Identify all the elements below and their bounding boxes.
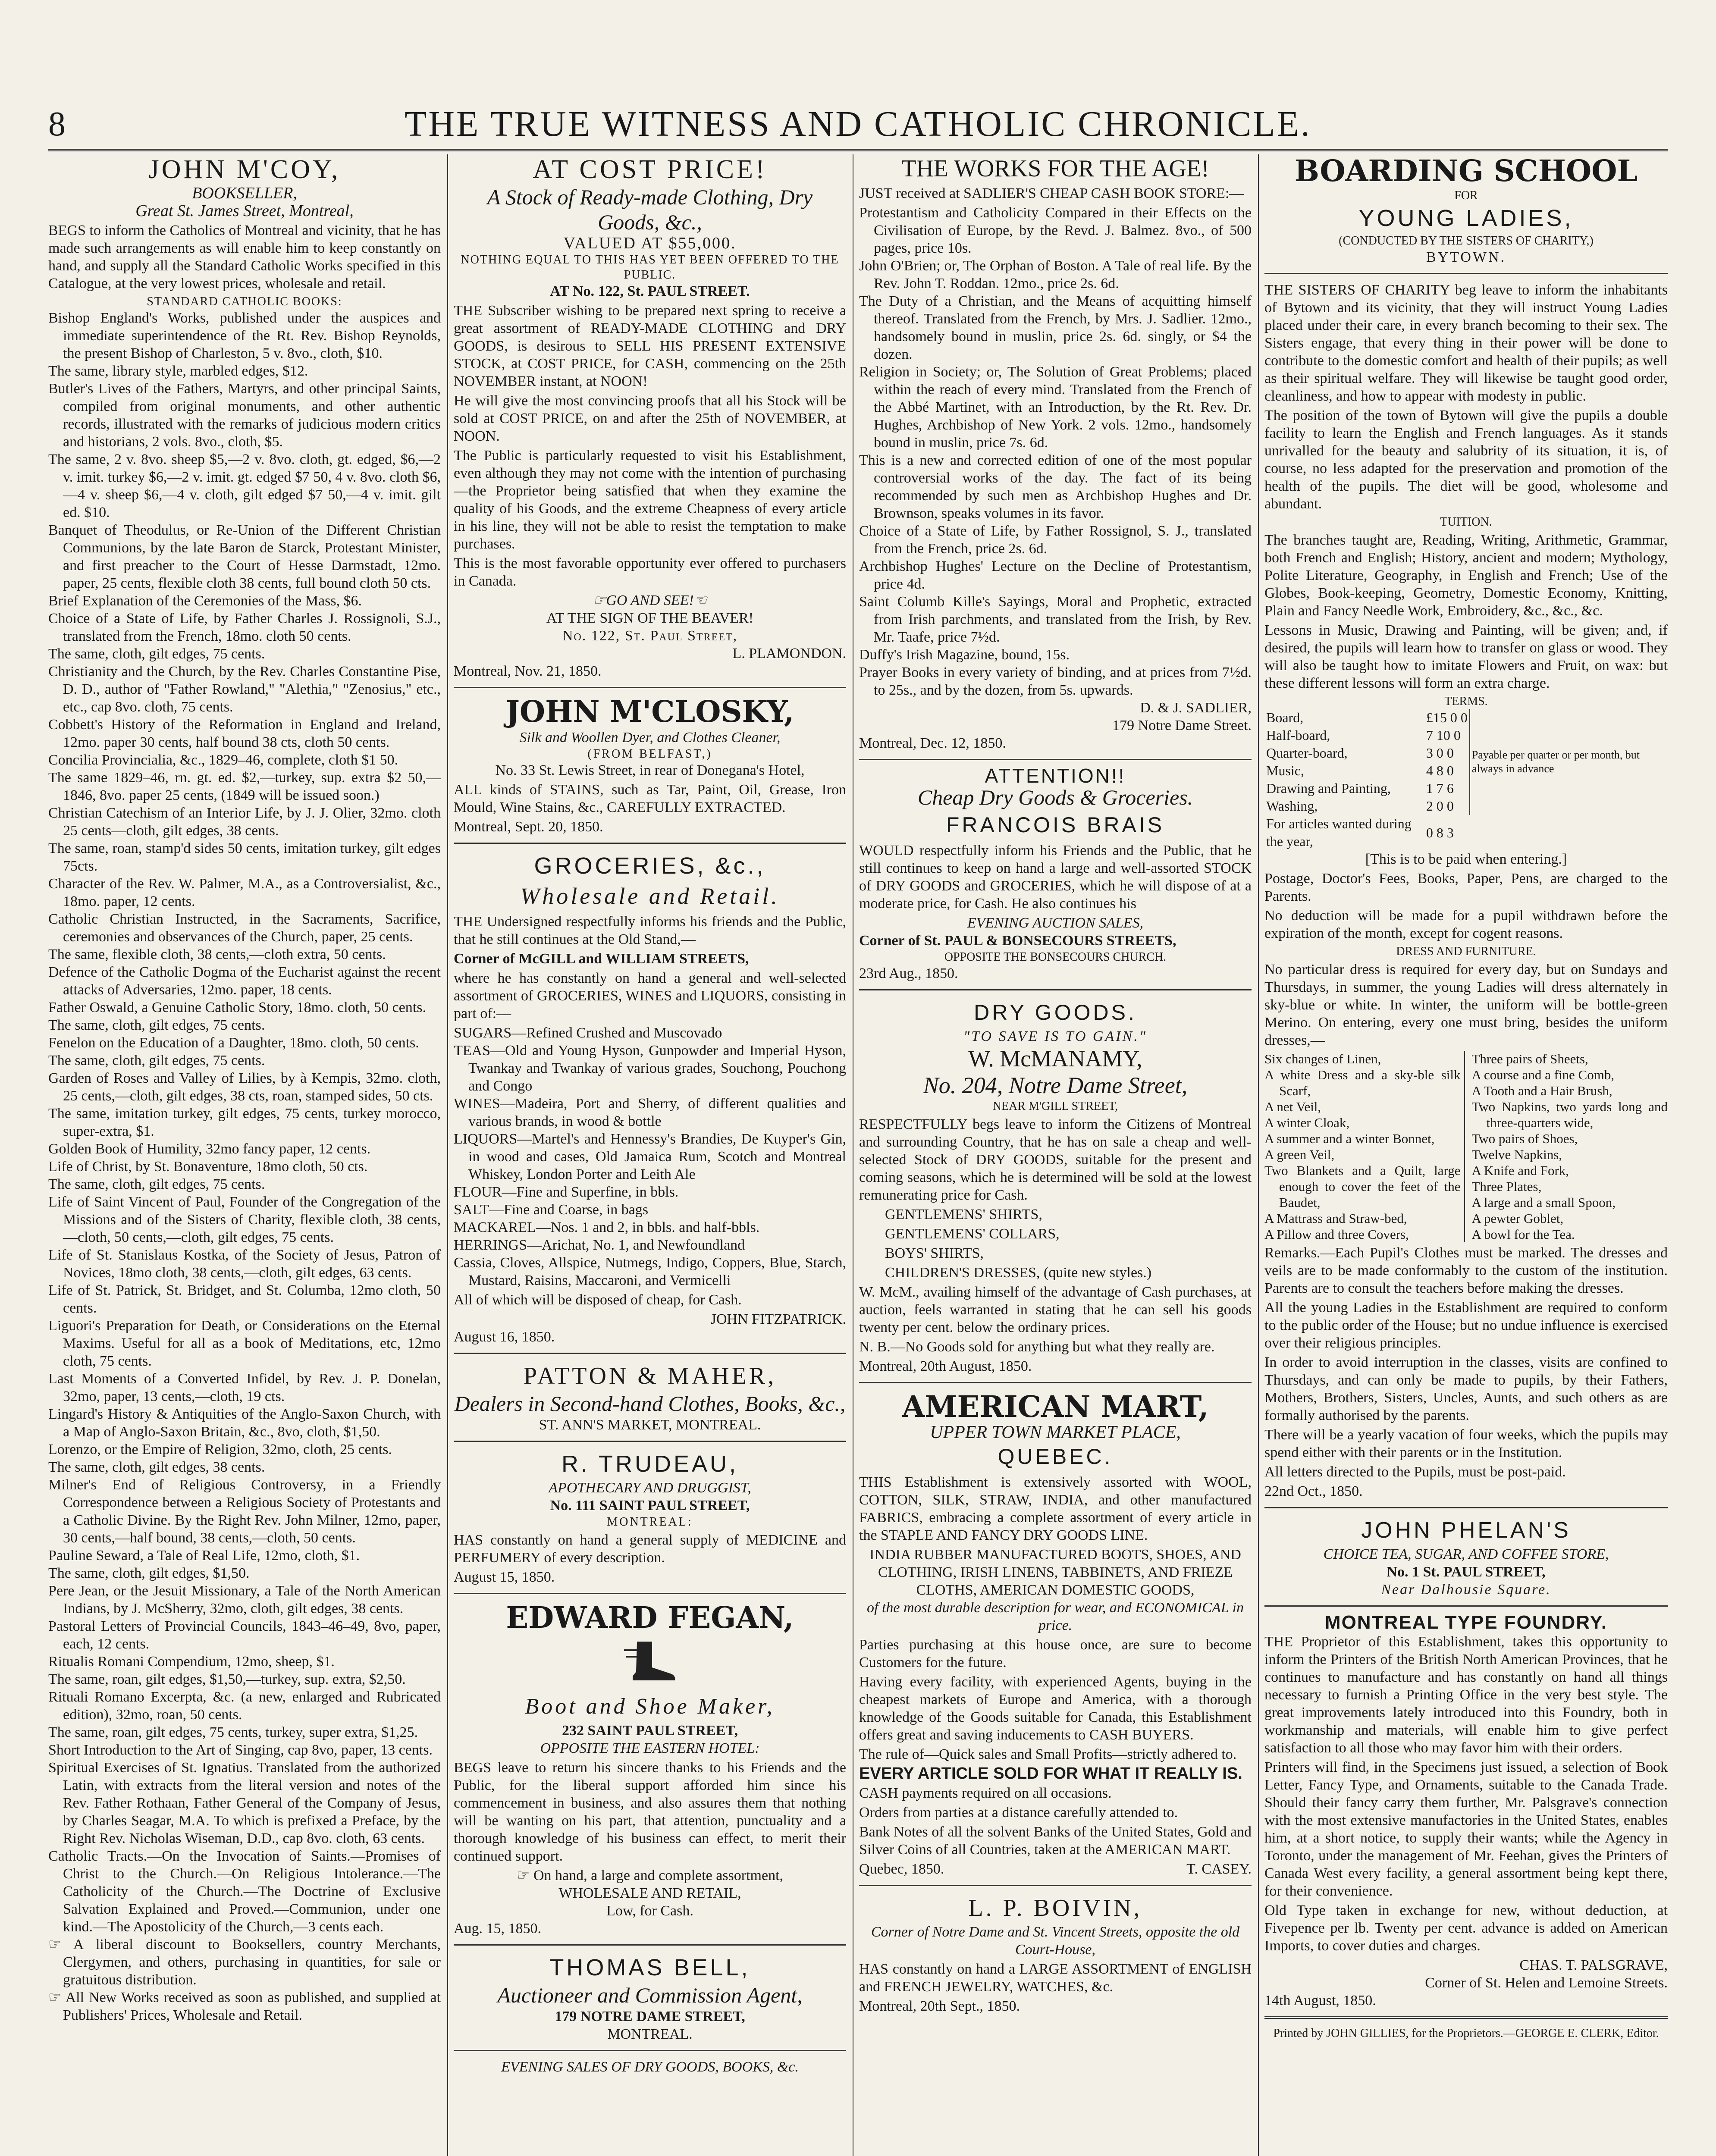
ad-note: [This is to be paid when entering.] [1365, 851, 1567, 867]
ad-address: 179 Notre Dame Street. [1112, 718, 1252, 733]
list-item: The same, cloth, gilt edges, 75 cents. [48, 1017, 265, 1033]
ad-subtitle: APOTHECARY AND DRUGGIST, [549, 1480, 751, 1496]
divider [859, 989, 1252, 990]
list-item: TEAS—Old and Young Hyson, Gunpowder and Imperial Hyson, Twankay and Twankay of various grades, Souchong, Pouchong and Congo [454, 1043, 846, 1094]
ad-date: Quebec, 1850. [859, 1861, 944, 1877]
list-item: Saint Columb Kille's Sayings, Moral and Prophetic, extracted from Irish parchments, and translated from the Irish, by Rev. Mr. Taafe, price 7½d. [859, 594, 1252, 645]
column-rule [1258, 154, 1259, 2156]
ad-intro: JUST received at SADLIER'S CHEAP CASH BOOK STORE:— [859, 185, 1244, 201]
ad-address: 232 SAINT PAUL STREET, [562, 1723, 738, 1739]
list-item: Spiritual Exercises of St. Ignatius. Translated from the authorized Latin, with extracts from the literal version and notes of the Rev. Father Rothaan, Father General of the Company of Jesus, by Charles Seagar, M.A. To which is prefixed a Preface, by the Right Rev. Nicholas Wiseman, D.D., cap 8vo. cloth, 63 cents. [48, 1760, 441, 1846]
ad-date: Montreal, Dec. 12, 1850. [859, 735, 1006, 751]
ad-title: THOMAS BELL, [549, 1955, 750, 1981]
ad-intro: BEGS to inform the Catholics of Montreal and vicinity, that he has made such arrangements as will enable him to keep constantly on hand, and supply all the Standard Catholic Works specified in this Catalogue, at the very lowest prices, wholesale and retail. [48, 222, 441, 291]
ad-valued: VALUED AT $55,000. [563, 234, 737, 252]
ad-text: WOULD respectfully inform his Friends and the Public, that he still continues to keep on hand a large and well-assorted STOCK of DRY GOODS and GROCERIES, which he will dispose of at a moderate price, for Cash. He also continues his [859, 843, 1252, 912]
ad-date: 22nd Oct., 1850. [1264, 1483, 1363, 1499]
ad-title: AT COST PRICE! [533, 155, 767, 184]
ad-subtitle: YOUNG LADIES, [1358, 205, 1574, 231]
list-item: A Mattrass and Straw-bed, [1264, 1211, 1407, 1226]
ad-address: No. 33 St. Lewis Street, in rear of Donegana's Hotel, [495, 762, 805, 778]
list-item: Two pairs of Shoes, [1471, 1131, 1578, 1146]
list-item: Duffy's Irish Magazine, bound, 15s. [859, 647, 1070, 663]
list-item: Three Plates, [1471, 1179, 1542, 1194]
list-item: Protestantism and Catholicity Compared in their Effects on the Civilisation of Europe, by the Revd. J. Balmez. 8vo., of 500 pages, price 10s. [859, 205, 1252, 256]
list-item: John O'Brien; or, The Orphan of Boston. A Tale of real life. By the Rev. John T. Roddan. 12mo., price 2s. 6d. [859, 258, 1252, 291]
terms-price: 0 8 3 [1426, 824, 1454, 840]
list-item: Twelve Napkins, [1471, 1147, 1562, 1162]
ad-text: HAS constantly on hand a general supply of MEDICINE and PERFUMERY of every description. [454, 1532, 846, 1566]
list-item: Choice of a State of Life, by Father Rossignol, S. J., translated from the French, price 2s. 6d. [859, 523, 1252, 557]
ad-text: In order to avoid interruption in the classes, visits are confined to Thursdays, and can only be made to pupils, by their Fathers, Mothers, Brothers, Sisters, Uncles, Aunts, and such others as are formally authorised by the parents. [1264, 1354, 1668, 1423]
list-item: Prayer Books in every variety of binding, and at prices from 7½d. to 25s., and by the dozen, from 5s. upwards. [859, 664, 1252, 698]
ad-signature: JOHN FITZPATRICK. [710, 1311, 846, 1327]
terms-table [1264, 709, 1668, 850]
list-item: A net Veil, [1264, 1099, 1321, 1114]
ad-near: NEAR M'GILL STREET, [992, 1100, 1118, 1113]
list-item: Character of the Rev. W. Palmer, M.A., as a Controversialist, &c., 18mo. paper, 12 cents. [48, 876, 441, 909]
boot-icon [620, 1637, 680, 1689]
divider [454, 1944, 846, 1946]
ad-date: Montreal, Nov. 21, 1850. [454, 663, 602, 679]
ad-subtitle: Auctioneer and Commission Agent, [497, 1983, 803, 2007]
list-item: Life of Saint Vincent of Paul, Founder of the Congregation of the Missions and of the Sisters of Charity, flexible cloth, 38 cents,—cloth, 50 cents,—cloth, gilt edges, 75 cents. [48, 1194, 441, 1245]
ad-text: CASH payments required on all occasions. [859, 1785, 1112, 1801]
ad-from: (FROM BELFAST,) [587, 747, 712, 761]
list-item: Golden Book of Humility, 32mo fancy paper, 12 cents. [48, 1141, 371, 1157]
list-item: Pere Jean, or the Jesuit Missionary, a Tale of the North American Indians, by J. McSherry, 32mo, cloth, gilt edges, 38 cents. [48, 1583, 441, 1617]
ad-text: The position of the town of Bytown will give the pupils a double facility to learn the English and French languages. As it stands unrivalled for the beauty and salubrity of its situation, it is, of course, no less adapted for the preservation and promotion of the health of the pupils. The diet will be good, wholesome and abundant. [1264, 407, 1668, 512]
dress-list [1264, 1051, 1668, 1242]
ad-city: MONTREAL: [607, 1515, 693, 1529]
ad-text: THE Subscriber wishing to be prepared next spring to receive a great assortment of READY-MADE CLOTHING and DRY GOODS, is desirous to SELL HIS PRESENT EXTENSIVE STOCK, at COST PRICE, for CASH, commencing on the 25th NOVEMBER instant, at NOON! [454, 303, 846, 389]
ad-title: JOHN M'CLOSKY, [505, 695, 794, 729]
ad-text: THE SISTERS OF CHARITY beg leave to inform the inhabitants of Bytown and its vicinity, that they will instruct Young Ladies placed under their care, in every branch becoming to their sex. The Sisters engage, that every thing in their power will be done to contribute to the domestic comfort and health of their pupils; as well as their spiritual welfare. They will likewise be taught good order, cleanliness, and how to appear with modesty in public. [1264, 282, 1668, 404]
ad-subtitle: Silk and Woollen Dyer, and Clothes Cleaner, [519, 730, 781, 746]
list-item: Milner's End of Religious Controversy, in a Friendly Correspondence between a Religious Society of Protestants and a Catholic Divine. By the Right Rev. John Milner, 12mo, paper, 30 cents,—half bound, 38 cents,—cloth, 50 cents. [48, 1477, 441, 1546]
terms-item: Quarter-board, [1266, 745, 1348, 761]
terms-price: 7 10 0 [1426, 727, 1461, 743]
ad-text: where he has constantly on hand a general and well-selected assortment of GROCERIES, WINES and LIQUORS, consisting in part of:— [454, 970, 846, 1022]
ad-text: Parties purchasing at this house once, are sure to become Customers for the future. [859, 1637, 1252, 1670]
list-item: A course and a fine Comb, [1471, 1067, 1615, 1082]
ad-name: W. McMANAMY, [968, 1046, 1142, 1072]
book-list [859, 204, 1252, 699]
ad-subtitle: Dealers in Second-hand Clothes, Books, &c., [454, 1391, 846, 1416]
terms-item: Music, [1266, 763, 1304, 778]
dress-list-left [1264, 1051, 1465, 1242]
ad-items: INDIA RUBBER MANUFACTURED BOOTS, SHOES, AND CLOTHING, IRISH LINENS, TABBINETS, AND FRIEZE CLOTHS, AMERICAN DOMESTIC GOODS, [869, 1547, 1241, 1598]
list-item: This is a new and corrected edition of one of the most popular controversial works of the day. The fact of its being recommended by such men as Archbishop Hughes and Dr. Brownson, speaks volumes in its favor. [859, 452, 1252, 521]
list-item: The same, cloth, gilt edges, 75 cents. [48, 1176, 265, 1192]
ad-address: No. 122, St. Paul Street, [562, 628, 738, 644]
ad-text: The branches taught are, Reading, Writing, Arithmetic, Grammar, both French and English; History, ancient and modern; Mythology, Polite Literature, Geography, in English and French; Use of the Globes, Book-keeping, Geometry, Domestic Economy, Knitting, Plain and Fancy Needle Work, Embroidery, &c., &c., &c. [1264, 532, 1668, 619]
list-item: A Pillow and three Covers, [1264, 1227, 1409, 1242]
ad-corner: Corner of McGILL and WILLIAM STREETS, [454, 951, 749, 967]
list-item: The same, 2 v. 8vo. sheep $5,—2 v. 8vo. cloth, gt. edged, $6,—2 v. imit. turkey $6,—2 v. imit. gt. edged $7 50, 4 v. 8vo. cloth $6,—4 v. sheep $6,—4 v. cloth, gilt edged $7 50,—4 v. imit. gilt ed. $10. [48, 451, 441, 520]
list-item: Lorenzo, or the Empire of Religion, 32mo, cloth, 25 cents. [48, 1442, 392, 1457]
list-item: A Knife and Fork, [1471, 1163, 1569, 1178]
list-item: BOYS' SHIRTS, [885, 1245, 984, 1261]
ad-text: All the young Ladies in the Establishment are required to conform to the public order of the House; but no undue influence is exercised over their religious principles. [1264, 1300, 1668, 1351]
section-heading: DRESS AND FURNITURE. [1396, 945, 1536, 958]
book-list [48, 309, 441, 2024]
ad-text: No deduction will be made for a pupil withdrawn before the expiration of the month, except for cogent reasons. [1264, 908, 1668, 941]
page-header [48, 97, 1668, 151]
list-item: Archbishop Hughes' Lecture on the Decline of Protestantism, price 4d. [859, 558, 1252, 592]
terms-price: 1 7 6 [1426, 780, 1454, 796]
divider [1264, 2016, 1668, 2019]
list-item: The same, cloth, gilt edges, 75 cents. [48, 1053, 265, 1069]
ad-city: MONTREAL. [607, 2026, 693, 2042]
ad-title: AMERICAN MART, [902, 1390, 1209, 1424]
terms-item: Drawing and Painting, [1266, 780, 1391, 796]
ad-subtitle: A Stock of Ready-made Clothing, Dry Goods, &c., [487, 185, 813, 234]
ad-sign: AT THE SIGN OF THE BEAVER! [546, 610, 754, 626]
ad-text: He will give the most convincing proofs that all his Stock will be sold at COST PRICE, on and after the 25th of NOVEMBER, at NOON. [454, 393, 846, 444]
column-3 [859, 154, 1252, 2156]
terms-price: 2 0 0 [1426, 798, 1454, 814]
ad-text: THE Proprietor of this Establishment, takes this opportunity to inform the Printers of the British North American Provinces, that he continues to manufacture and has constantly on hand all things necessary to furnish a Printing Office in the very best style. The great improvements lately introduced into this Foundry, both in workmanship and materials, will enable him to give perfect satisfaction to all those who may favor him with their orders. [1264, 1634, 1668, 1756]
ad-address: Great St. James Street, Montreal, [135, 202, 354, 220]
list-item: CHILDREN'S DRESSES, (quite new styles.) [885, 1265, 1152, 1281]
list-item: A green Veil, [1264, 1147, 1335, 1162]
list-item: The same, library style, marbled edges, $12. [48, 363, 308, 379]
list-item: Six changes of Linen, [1264, 1051, 1381, 1066]
ad-corner: Corner of St. PAUL & BONSECOURS STREETS, [859, 933, 1176, 949]
section-heading: TERMS. [1444, 695, 1488, 708]
list-item: SUGARS—Refined Crushed and Muscovado [454, 1025, 722, 1041]
divider [454, 1353, 846, 1354]
ad-text: EVENING AUCTION SALES, [967, 915, 1144, 931]
list-item: Christianity and the Church, by the Rev. Charles Constantine Pise, D. D., author of "Father Rowland," "Alethia," "Zenosius," etc., etc., cap 8vo. cloth, 75 cents. [48, 664, 441, 715]
list-item: Life of St. Stanislaus Kostka, of the Society of Jesus, Patron of Novices, 18mo cloth, 38 cents,—cloth, gilt edges, 63 cents. [48, 1247, 441, 1281]
list-item: The same, cloth, gilt edges, $1,50. [48, 1565, 250, 1581]
ad-slogan: EVERY ARTICLE SOLD FOR WHAT IT REALLY IS. [859, 1764, 1242, 1783]
list-item: Father Oswald, a Genuine Catholic Story, 18mo. cloth, 50 cents. [48, 1000, 426, 1015]
divider [454, 843, 846, 844]
ad-title: BOARDING SCHOOL [1294, 154, 1638, 188]
ad-address: AT No. 122, St. PAUL STREET. [550, 283, 750, 299]
ad-text: THE Undersigned respectfully informs his friends and the Public, that he still continues at the Old Stand,— [454, 914, 846, 947]
column-4 [1264, 154, 1668, 2156]
ad-text: Printers will find, in the Specimens just issued, a selection of Book Letter, Fancy Type, and Ornaments, suitable to the Canada Trade. Should their fancy carry them further, Mr. Palsgrave's connection with the most extensive manufactories in the United States, enables him, at a short notice, to supply their wants; while the Agency in Toronto, under the management of Mr. Feehan, gives the Printers of Canada West every facility, a general assortment being kept there, for their convenience. [1264, 1759, 1668, 1899]
list-item: The same, imitation turkey, gilt edges, 75 cents, turkey morocco, super-extra, $1. [48, 1106, 441, 1139]
list-item: Garden of Roses and Valley of Lilies, by à Kempis, 32mo. cloth, 25 cents,—cloth, gilt edges, 38 cts, roan, stamped sides, 50 cts. [48, 1070, 441, 1104]
ad-text: Orders from parties at a distance carefully attended to. [859, 1805, 1178, 1821]
list-item: A Tooth and a Hair Brush, [1471, 1083, 1612, 1098]
ad-subtitle: "TO SAVE IS TO GAIN." [963, 1028, 1147, 1044]
divider [454, 2050, 846, 2051]
list-item: SALT—Fine and Coarse, in bags [454, 1202, 649, 1218]
list-item: Rituali Romano Excerpta, &c. (a new, enlarged and Rubricated edition), 32mo, roan, 50 cents. [48, 1689, 441, 1723]
divider [454, 1593, 846, 1594]
ad-opposite: OPPOSITE THE EASTERN HOTEL: [540, 1740, 760, 1756]
ad-opposite: OPPOSITE THE BONSECOURS CHURCH. [944, 950, 1167, 964]
masthead: THE TRUE WITNESS AND CATHOLIC CHRONICLE. [405, 104, 1311, 144]
terms-price: 4 8 0 [1426, 763, 1454, 778]
ad-subtitle: BOOKSELLER, [192, 184, 297, 202]
ad-title: DRY GOODS. [974, 1000, 1137, 1025]
list-item: The same, roan, gilt edges, $1,50,—turkey, sup. extra, $2,50. [48, 1671, 406, 1687]
list-item: A large and a small Spoon, [1471, 1195, 1616, 1210]
list-item: MACKAREL—Nos. 1 and 2, in bbls. and half-bbls. [454, 1219, 760, 1235]
ad-text: WHOLESALE AND RETAIL, [558, 1885, 741, 1901]
terms-row [1264, 815, 1668, 850]
list-item: Cobbett's History of the Reformation in England and Ireland, 12mo. paper 30 cents, half bound 38 cts, cloth 50 cents. [48, 717, 441, 750]
ad-text: All of which will be disposed of cheap, for Cash. [454, 1292, 742, 1308]
ad-conducted: (CONDUCTED BY THE SISTERS OF CHARITY,) [1339, 234, 1594, 248]
ad-near: Near Dalhousie Square. [1381, 1582, 1551, 1598]
ad-date: Montreal, 20th August, 1850. [859, 1358, 1032, 1374]
column-1 [48, 154, 441, 2156]
column-2 [454, 154, 846, 2156]
list-item: Last Moments of a Converted Infidel, by Rev. J. P. Donelan, 32mo, paper, 13 cents,—cloth, 19 cts. [48, 1371, 441, 1404]
divider [454, 687, 846, 688]
ad-date: August 15, 1850. [454, 1569, 555, 1585]
goods-list [454, 1024, 846, 1289]
ad-city: QUEBEC. [998, 1445, 1113, 1469]
ad-text: Having every facility, with experienced Agents, buying in the cheapest markets of Europe and America, with a thorough knowledge of the Goods suitable for Canada, this Establishment offers great and saving inducements to CASH BUYERS. [859, 1674, 1252, 1743]
ad-text: The rule of—Quick sales and Small Profits—strictly adhered to. [859, 1746, 1237, 1762]
list-item: Pauline Seward, a Tale of Real Life, 12mo, cloth, $1. [48, 1548, 360, 1564]
list-item: A white Dress and a sky-ble silk Scarf, [1264, 1067, 1461, 1098]
list-item: Banquet of Theodulus, or Re-Union of the Different Christian Communions, by the late Baron de Starck, Protestant Minister, and first preacher to the Court of Hesse Darmstadt, 12mo. paper, 25 cents, flexible cloth 38 cents, full bound cloth 50 cts. [48, 522, 441, 591]
terms-item: Half-board, [1266, 727, 1330, 743]
ad-text: of the most durable description for wear, and ECONOMICAL in price. [867, 1600, 1244, 1633]
list-item: Three pairs of Sheets, [1471, 1051, 1588, 1066]
ad-name: FRANCOIS BRAIS [946, 813, 1165, 837]
ad-title: JOHN PHELAN'S [1361, 1518, 1571, 1543]
ad-for: FOR [1454, 189, 1478, 202]
terms-row [1264, 709, 1668, 727]
column-rule [447, 154, 448, 2156]
list-item: The same, cloth, gilt edges, 75 cents. [48, 646, 265, 662]
divider [859, 1885, 1252, 1886]
terms-item: For articles wanted during the year, [1266, 816, 1412, 849]
list-item: A pewter Goblet, [1471, 1211, 1564, 1226]
list-item: The same, flexible cloth, 38 cents,—cloth extra, 50 cents. [48, 946, 386, 962]
ad-date: Montreal, 20th Sept., 1850. [859, 1998, 1020, 2014]
ad-text: BEGS leave to return his sincere thanks to his Friends and the Public, for the liberal support afforded him since his commencement in business, and also assures them that nothing will be wanting on his part, that attention, punctuality and a thorough knowledge of his business can effect, to merit their continued support. [454, 1760, 846, 1864]
ad-text: W. McM., availing himself of the advantage of Cash purchases, at auction, feels warranted in stating that he can sell his goods twenty per cent. below the ordinary prices. [859, 1284, 1252, 1335]
ad-text: Remarks.—Each Pupil's Clothes must be marked. The dresses and veils are to be made conformably to the custom of the institution. Parents are to consult the teachers before making the dresses. [1264, 1245, 1668, 1296]
ad-address: Corner of St. Helen and Lemoine Streets. [1425, 1975, 1668, 1991]
list-heading: STANDARD CATHOLIC BOOKS: [147, 295, 342, 308]
list-item: Bishop England's Works, published under the auspices and immediate superintendence of the Rt. Rev. Bishop Reynolds, the present Bishop of Charleston, 5 v. 8vo., cloth, $10. [48, 310, 441, 361]
ad-address: No. 111 SAINT PAUL STREET, [550, 1498, 750, 1514]
ad-date: 23rd Aug., 1850. [859, 965, 958, 981]
ad-title: MONTREAL TYPE FOUNDRY. [1324, 1612, 1608, 1633]
ad-signature: T. CASEY. [1186, 1861, 1252, 1877]
terms-price: £15 0 0 [1426, 710, 1468, 725]
list-item: GENTLEMENS' COLLARS, [885, 1226, 1060, 1242]
ad-subtitle: Corner of Notre Dame and St. Vincent Streets, opposite the old Court-House, [871, 1924, 1240, 1958]
list-item: Ritualis Romani Compendium, 12mo, sheep, $1. [48, 1654, 335, 1670]
ad-text: Low, for Cash. [606, 1903, 693, 1919]
ad-signature: D. & J. SADLIER, [1140, 700, 1252, 716]
list-item: Two Napkins, two yards long and three-quarters wide, [1471, 1099, 1668, 1130]
ad-subtitle: Cheap Dry Goods & Groceries. [917, 785, 1193, 809]
divider [1264, 1605, 1668, 1607]
list-item: WINES—Madeira, Port and Sherry, of different qualities and various brands, in wood & bottle [454, 1096, 846, 1129]
ad-title: PATTON & MAHER, [523, 1363, 777, 1389]
list-item: A winter Cloak, [1264, 1115, 1350, 1130]
ad-subtitle: Boot and Shoe Maker, [525, 1694, 775, 1719]
ad-title: R. TRUDEAU, [561, 1451, 739, 1477]
ad-address: 179 NOTRE DAME STREET, [555, 2009, 745, 2024]
list-item: A bowl for the Tea. [1471, 1227, 1575, 1242]
ad-text: RESPECTFULLY begs leave to inform the Citizens of Montreal and surrounding Country, that he has on sale a cheap and well-selected Stock of DRY GOODS, suitable for the present and coming seasons, which he is determined will be sold at the lowest remunerating price for Cash. [859, 1116, 1252, 1203]
list-item: Liguori's Preparation for Death, or Considerations on the Eternal Maxims. Useful for all as a book of Meditations, etc, 12mo cloth, 75 cents. [48, 1318, 441, 1369]
list-item: ☞ All New Works received as soon as published, and supplied at Publishers' Prices, Wholesale and Retail. [48, 1990, 441, 2023]
list-item: Two Blankets and a Quilt, large enough to cover the feet of the Baudet, [1264, 1163, 1461, 1210]
ad-address: No. 1 St. PAUL STREET, [1387, 1564, 1546, 1580]
ad-date: Montreal, Sept. 20, 1850. [454, 819, 603, 835]
ad-footer: EVENING SALES OF DRY GOODS, BOOKS, &c. [501, 2059, 799, 2075]
ad-title: L. P. BOIVIN, [968, 1895, 1142, 1921]
list-item: Fenelon on the Education of a Daughter, 18mo. cloth, 50 cents. [48, 1035, 419, 1051]
ad-callout: ☞GO AND SEE!☜ [593, 592, 707, 608]
goods-list [859, 1206, 1252, 1282]
ad-text: All letters directed to the Pupils, must be post-paid. [1264, 1464, 1566, 1480]
list-item: Defence of the Catholic Dogma of the Eucharist against the recent attacks of Adversaries, 12mo. paper, 18 cents. [48, 964, 441, 998]
list-item: LIQUORS—Martel's and Hennessy's Brandies, De Kuyper's Gin, in wood and cases, Old Jamaica Rum, Scotch and Montreal Whiskey, London Porter and Leith Ale [454, 1131, 846, 1182]
ad-text: Bank Notes of all the solvent Banks of the United States, Gold and Silver Coins of all Countries, taken at the AMERICAN MART. [859, 1824, 1252, 1858]
ad-title: JOHN M'COY, [148, 155, 341, 184]
list-item: Butler's Lives of the Fathers, Martyrs, and other principal Saints, compiled from original monuments, and other authentic records, illustrated with the remarks of judicious modern critics and historians, 2 vols. 8vo., cloth, $5. [48, 381, 441, 450]
list-item: The Duty of a Christian, and the Means of acquitting himself thereof. Translated from the French, by Mrs. J. Sadlier. 12mo., handsomely bound in muslin, price 2s. 6d. singly, or $4 the dozen. [859, 293, 1252, 362]
ad-text: Old Type taken in exchange for new, without deduction, at Fivepence per lb. Twenty per cent. advance is added on American Imports, to cover duties and charges. [1264, 1902, 1668, 1954]
list-item: The same, roan, stamp'd sides 50 cents, imitation turkey, gilt edges 75cts. [48, 840, 441, 874]
list-item: Lingard's History & Antiquities of the Anglo-Saxon Church, with a Map of Anglo-Saxon Britain, &c., 8vo, cloth, $1,50. [48, 1406, 441, 1440]
ad-subtitle: CHOICE TEA, SUGAR, AND COFFEE STORE, [1323, 1546, 1609, 1562]
list-item: The same 1829–46, rn. gt. ed. $2,—turkey, sup. extra $2 50,—1846, 8vo. paper 25 cents, (1849 will be issued soon.) [48, 770, 441, 803]
list-item: Cassia, Cloves, Allspice, Nutmegs, Indigo, Coppers, Blue, Starch, Mustard, Raisins, Maccaroni, and Vermicelli [454, 1255, 846, 1288]
ad-footer [859, 1860, 1252, 1878]
page-number: 8 [48, 105, 66, 143]
ad-subtitle: Wholesale and Retail. [520, 883, 780, 909]
ad-title: ATTENTION!! [985, 765, 1126, 787]
list-item: ☞ A liberal discount to Booksellers, country Merchants, Clergymen, and others, purchasing in quantities, for sale or gratuitous distribution. [48, 1937, 441, 1988]
terms-price: 3 0 0 [1426, 745, 1454, 761]
list-item: HERRINGS—Arichat, No. 1, and Newfoundland [454, 1237, 745, 1253]
ad-title: EDWARD FEGAN, [506, 1601, 794, 1635]
ad-text: HAS constantly on hand a LARGE ASSORTMENT of ENGLISH and FRENCH JEWELRY, WATCHES, &c. [859, 1961, 1252, 1995]
ad-note: NOTHING EQUAL TO THIS HAS YET BEEN OFFERED TO THE PUBLIC. [461, 253, 839, 282]
list-item: Religion in Society; or, The Solution of Great Problems; placed within the reach of every mind. Translated from the French of the Abbé Martinet, with an Introduction, by the Rt. Rev. Dr. Hughes, Archbishop of New York. 2 vols. 12mo., handsomely bound in muslin, price 7s. 6d. [859, 364, 1252, 451]
ad-text: ALL kinds of STAINS, such as Tar, Paint, Oil, Grease, Iron Mould, Wine Stains, &c., CAREFULLY EXTRACTED. [454, 782, 846, 815]
section-heading: TUITION. [1440, 515, 1492, 529]
ad-text: This is the most favorable opportunity ever offered to purchasers in Canada. [454, 555, 846, 589]
ad-text: THIS Establishment is extensively assorted with WOOL, COTTON, SILK, STRAW, INDIA, and other manufactured FABRICS, embracing a complete assortment of every article in the STAPLE AND FANCY DRY GOODS LINE. [859, 1474, 1252, 1543]
ad-date: Aug. 15, 1850. [454, 1921, 542, 1937]
ad-text: The Public is particularly requested to visit his Establishment, even although they may not come with the intention of purchasing—the Proprietor being satisfied that when they examine the quality of his Goods, and the extreme Cheapness of every article in his line, they will not be able to resist the temptation to make purchases. [454, 448, 846, 552]
ad-address: ST. ANN'S MARKET, MONTREAL. [539, 1417, 761, 1433]
divider [859, 1382, 1252, 1383]
ad-text: There will be a yearly vacation of four weeks, which the pupils may spend either with their parents or in the Institution. [1264, 1427, 1668, 1460]
ad-text: Lessons in Music, Drawing and Painting, will be given; and, if desired, the pupils will learn how to transfer on glass or wood. They will also be taught how to imitate Flowers and Fruit, on wax: but these different lessons will form an extra charge. [1264, 622, 1668, 691]
ad-address: No. 204, Notre Dame Street, [923, 1072, 1188, 1098]
divider [1264, 1507, 1668, 1508]
list-item: Short Introduction to the Art of Singing, cap 8vo, paper, 13 cents. [48, 1742, 433, 1758]
list-item: Pastoral Letters of Provincial Councils, 1843–46–49, 8vo, paper, each, 12 cents. [48, 1618, 441, 1652]
divider [859, 759, 1252, 760]
list-item: Catholic Christian Instructed, in the Sacraments, Sacrifice, ceremonies and observances of the Church, paper, 25 cents. [48, 911, 441, 945]
ad-title: GROCERIES, &c., [534, 853, 766, 879]
ad-subtitle: UPPER TOWN MARKET PLACE, [930, 1423, 1181, 1442]
list-item: Choice of a State of Life, by Father Charles J. Rossignoli, S.J., translated from the French, 18mo. cloth 50 cents. [48, 611, 441, 644]
printer-imprint: Printed by JOHN GILLIES, for the Proprietors.—GEORGE E. CLERK, Editor. [1273, 2027, 1659, 2040]
list-item: Brief Explanation of the Ceremonies of the Mass, $6. [48, 593, 362, 609]
list-item: Concilia Provincialia, &c., 1829–46, complete, cloth $1 50. [48, 752, 398, 768]
divider [454, 1441, 846, 1442]
terms-note: Payable per quarter or per month, but always in advance [1470, 709, 1668, 815]
ad-text: ☞ On hand, a large and complete assortment, [516, 1868, 784, 1883]
list-item: Christian Catechism of an Interior Life, by J. J. Olier, 32mo. cloth 25 cents—cloth, gilt edges, 38 cents. [48, 805, 441, 839]
list-item: FLOUR—Fine and Superfine, in bbls. [454, 1184, 679, 1200]
ad-signature: CHAS. T. PALSGRAVE, [1519, 1957, 1668, 1973]
ad-city: BYTOWN. [1426, 249, 1506, 265]
ad-text: N. B.—No Goods sold for anything but what they really are. [859, 1339, 1215, 1355]
divider [1264, 273, 1668, 274]
ad-text: Postage, Doctor's Fees, Books, Paper, Pens, are charged to the Parents. [1264, 871, 1668, 904]
list-item: GENTLEMENS' SHIRTS, [885, 1206, 1042, 1222]
terms-item: Washing, [1266, 798, 1318, 814]
ad-date: 14th August, 1850. [1264, 1993, 1376, 2009]
ad-text: No particular dress is required for every day, but on Sundays and Thursdays, in summer, the young Ladies will dress alternately in sky-blue or white. In winter, the uniform will be bottle-green Merino. On entering, every one must bring, besides the uniform dresses,— [1264, 962, 1668, 1048]
list-item: Life of St. Patrick, St. Bridget, and St. Columba, 12mo cloth, 50 cents. [48, 1282, 441, 1316]
terms-item: Board, [1266, 710, 1304, 725]
ad-signature: L. PLAMONDON. [732, 646, 846, 661]
list-item: A summer and a winter Bonnet, [1264, 1131, 1435, 1146]
ad-date: August 16, 1850. [454, 1329, 555, 1345]
list-item: The same, roan, gilt edges, 75 cents, turkey, super extra, $1,25. [48, 1724, 418, 1740]
dress-list-right [1472, 1051, 1668, 1242]
ad-title: THE WORKS FOR THE AGE! [901, 155, 1209, 182]
list-item: The same, cloth, gilt edges, 38 cents. [48, 1459, 265, 1475]
list-item: Life of Christ, by St. Bonaventure, 18mo cloth, 50 cts. [48, 1159, 368, 1175]
list-item: Catholic Tracts.—On the Invocation of Saints.—Promises of Christ to the Church.—On Religious Intolerance.—The Catholicity of the Church.—The Doctrine of Exclusive Salvation Explained and Proved.—Communion, under one kind.—The Apostolicity of the Church,—3 cents each. [48, 1848, 441, 1935]
